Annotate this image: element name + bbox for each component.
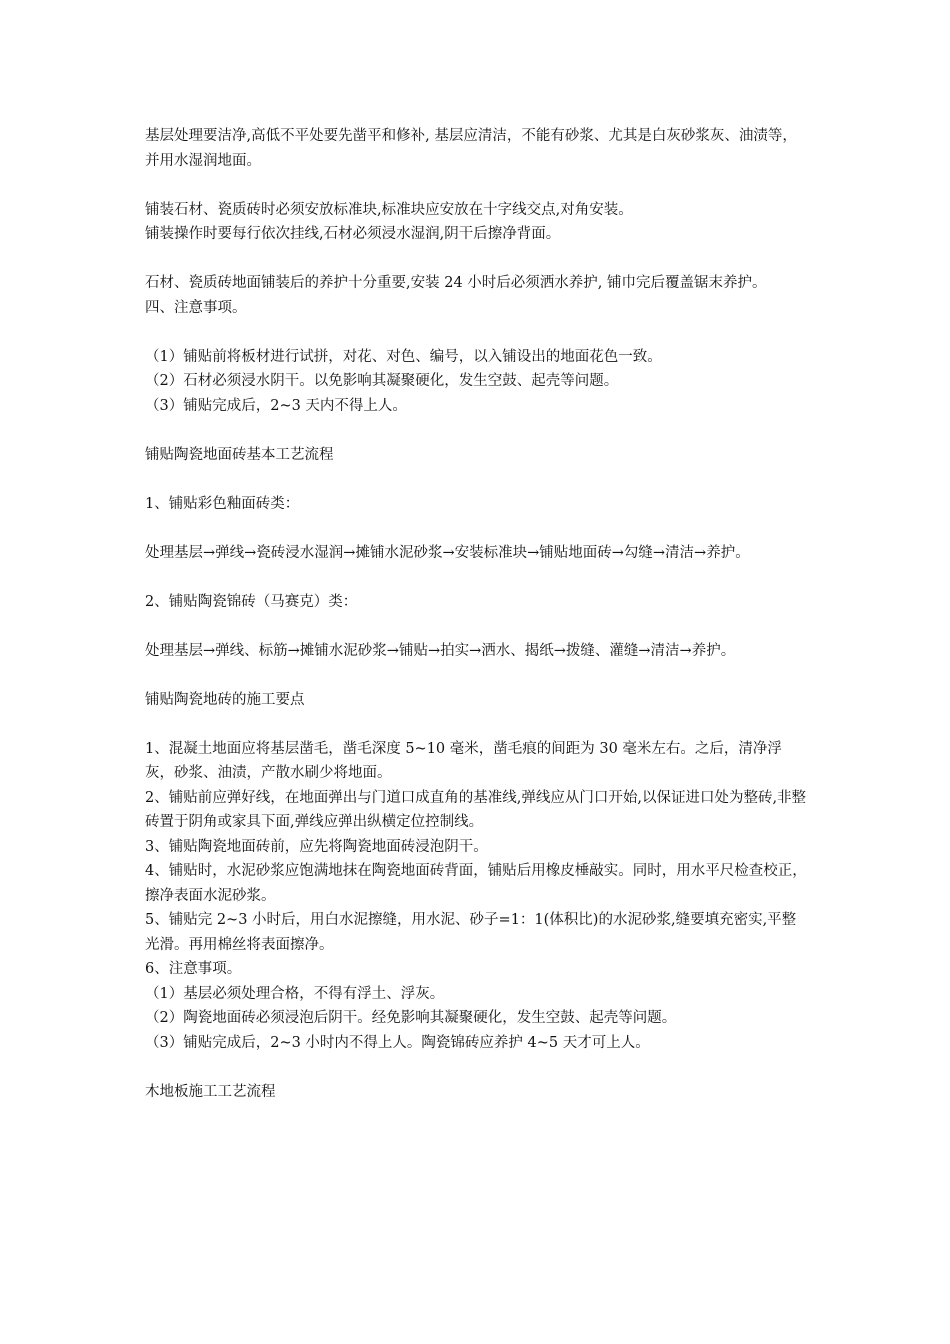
paragraph: 铺贴陶瓷地面砖基本工艺流程 bbox=[145, 446, 334, 463]
paragraph-spacer bbox=[145, 173, 810, 198]
paragraph-spacer bbox=[145, 247, 810, 272]
paragraph-spacer bbox=[145, 614, 810, 639]
paragraph-spacer bbox=[145, 1055, 810, 1080]
paragraph: 铺装操作时要每行依次挂线,石材必须浸水湿润,阴干后擦净背面。 bbox=[145, 226, 561, 242]
paragraph: （2）陶瓷地面砖必须浸泡后阴干。经免影响其凝聚硬化，发生空鼓、起壳等问题。 bbox=[145, 1010, 677, 1026]
paragraph: 4、铺贴时，水泥砂浆应饱满地抹在陶瓷地面砖背面，铺贴后用橡皮棰敲实。同时，用水平尺检查校正，擦净表面水泥砂浆。 bbox=[145, 863, 807, 904]
paragraph: 处理基层→弹线、标筋→摊铺水泥砂浆→铺贴→拍实→洒水、揭纸→拨缝、灌缝→清洁→养护。 bbox=[145, 642, 736, 659]
paragraph: 1、铺贴彩色釉面砖类： bbox=[145, 495, 300, 512]
paragraph-spacer bbox=[145, 320, 810, 345]
paragraph: 石材、瓷质砖地面铺装后的养护十分重要,安装 24 小时后必须洒水养护, 铺巾完后覆盖锯末养护。 bbox=[145, 275, 767, 291]
paragraph: 木地板施工工艺流程 bbox=[145, 1083, 276, 1100]
paragraph-spacer bbox=[145, 467, 810, 492]
paragraph: （1）铺贴前将板材进行试拼，对花、对色、编号，以入铺设出的地面花色一致。 bbox=[145, 348, 662, 365]
paragraph: 2、铺贴陶瓷锦砖（马赛克）类： bbox=[145, 593, 358, 610]
paragraph-spacer bbox=[145, 418, 810, 443]
document-body bbox=[145, 124, 810, 1104]
paragraph: 铺贴陶瓷地砖的施工要点 bbox=[145, 691, 305, 708]
paragraph: 四、注意事项。 bbox=[145, 299, 247, 316]
paragraph: 基层处理要洁净,高低不平处要先凿平和修补, 基层应清洁，不能有砂浆、尤其是白灰砂浆灰、油渍等，并用水湿润地面。 bbox=[145, 128, 797, 169]
paragraph: 3、铺贴陶瓷地面砖前，应先将陶瓷地面砖浸泡阴干。 bbox=[145, 838, 488, 855]
paragraph: （2）石材必须浸水阴干。以免影响其凝聚硬化，发生空鼓、起壳等问题。 bbox=[145, 373, 619, 389]
paragraph: 2、铺贴前应弹好线，在地面弹出与门道口成直角的基准线,弹线应从门口开始,以保证进口处为整砖,非整砖置于阴角或家具下面,弹线应弹出纵横定位控制线。 bbox=[145, 789, 807, 830]
paragraph: （1）基层必须处理合格，不得有浮土、浮灰。 bbox=[145, 985, 445, 1002]
paragraph: （3）铺贴完成后，2~3 小时内不得上人。陶瓷锦砖应养护 4~5 天才可上人。 bbox=[145, 1034, 650, 1051]
paragraph: 铺装石材、瓷质砖时必须安放标准块,标准块应安放在十字线交点,对角安装。 bbox=[145, 201, 633, 218]
paragraph: 处理基层→弹线→瓷砖浸水湿润→摊铺水泥砂浆→安装标准块→铺贴地面砖→勾缝→清洁→养护。 bbox=[145, 544, 750, 561]
paragraph-spacer bbox=[145, 516, 810, 541]
paragraph: （3）铺贴完成后，2~3 天内不得上人。 bbox=[145, 397, 407, 414]
paragraph: 6、注意事项。 bbox=[145, 961, 242, 977]
paragraph: 5、铺贴完 2~3 小时后，用白水泥擦缝，用水泥、砂子=1：1(体积比)的水泥砂浆,缝要填充密实,平整光滑。再用棉丝将表面擦净。 bbox=[145, 912, 797, 953]
paragraph-spacer bbox=[145, 663, 810, 688]
paragraph-spacer bbox=[145, 565, 810, 590]
paragraph: 1、混凝土地面应将基层凿毛，凿毛深度 5~10 毫米，凿毛痕的间距为 30 毫米左右。之后，清净浮灰，砂浆、油渍，产散水刷少将地面。 bbox=[145, 740, 782, 781]
paragraph-spacer bbox=[145, 712, 810, 737]
